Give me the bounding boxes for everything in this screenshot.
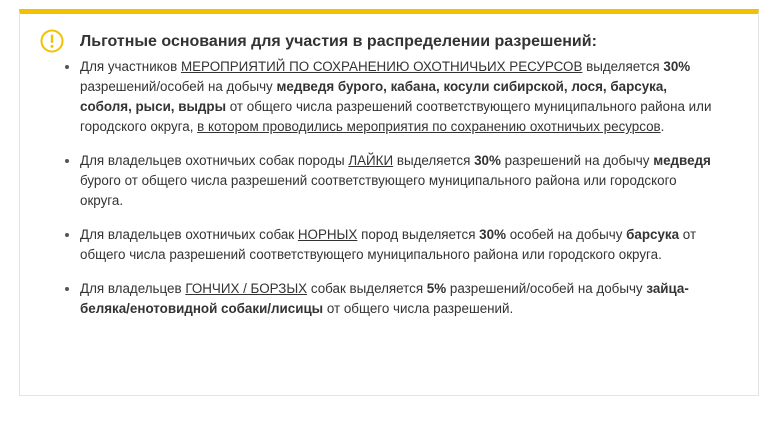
hounds-link[interactable]: ГОНЧИХ / БОРЗЫХ [185,281,308,296]
animal-list: барсука [626,227,680,242]
rule-text: . [660,119,665,134]
rule-text: разрешений на добычу [500,153,654,168]
benefit-item-burrow [80,225,720,265]
exclamation-circle-icon [40,29,64,53]
benefit-item-laika [80,151,720,211]
rule-text: Для участников [80,59,181,74]
benefit-item-conservation [80,57,720,137]
rule-text: пород выделяется [357,227,480,242]
rule-text: Для владельцев охотничьих собак [80,227,298,242]
rule-text: собак выделяется [307,281,427,296]
animal-list: медведя бурого, кабана, косули сибирской, лося, барсука, соболя, рыси, выдры [80,79,668,114]
quota-percent: 5% [426,281,447,296]
rule-text: от общего числа разрешений. [323,301,514,316]
notice-title: Льготные основания для участия в распределении разрешений: [80,33,597,50]
benefits-list [80,57,720,333]
rule-text: от общего числа разрешений соответствующего муниципального района или городского округа. [80,227,697,262]
burrow-dogs-link[interactable]: НОРНЫХ [297,227,358,242]
conservation-events-link[interactable]: МЕРОПРИЯТИЙ ПО СОХРАНЕНИЮ ОХОТНИЧЬИХ РЕСУРСОВ [180,59,583,74]
rule-text: разрешений/особей на добычу [446,281,647,296]
rule-text: выделяется [393,153,475,168]
rule-text: выделяется [582,59,664,74]
rule-text: бурого от общего числа разрешений соответствующего муниципального района или городского округа. [80,173,677,208]
animal-list: медведя [653,153,711,168]
laika-link[interactable]: ЛАЙКИ [348,153,394,168]
rule-text: разрешений/особей на добычу [80,79,277,94]
rule-text: Для владельцев [80,281,186,296]
quota-percent: 30% [474,153,501,168]
rule-text: Для владельцев охотничьих собак породы [80,153,349,168]
quota-percent: 30% [479,227,506,242]
animal-list: зайца-беляка/енотовидной собаки/лисицы [80,281,689,316]
rule-text: особей на добычу [505,227,627,242]
benefit-item-hounds [80,279,720,319]
rule-text: от общего числа разрешений соответствующего муниципального района или городского округа, [80,99,712,134]
conservation-district-link[interactable]: в котором проводились мероприятия по сохранению охотничьих ресурсов [197,119,661,134]
quota-percent: 30% [663,59,691,74]
